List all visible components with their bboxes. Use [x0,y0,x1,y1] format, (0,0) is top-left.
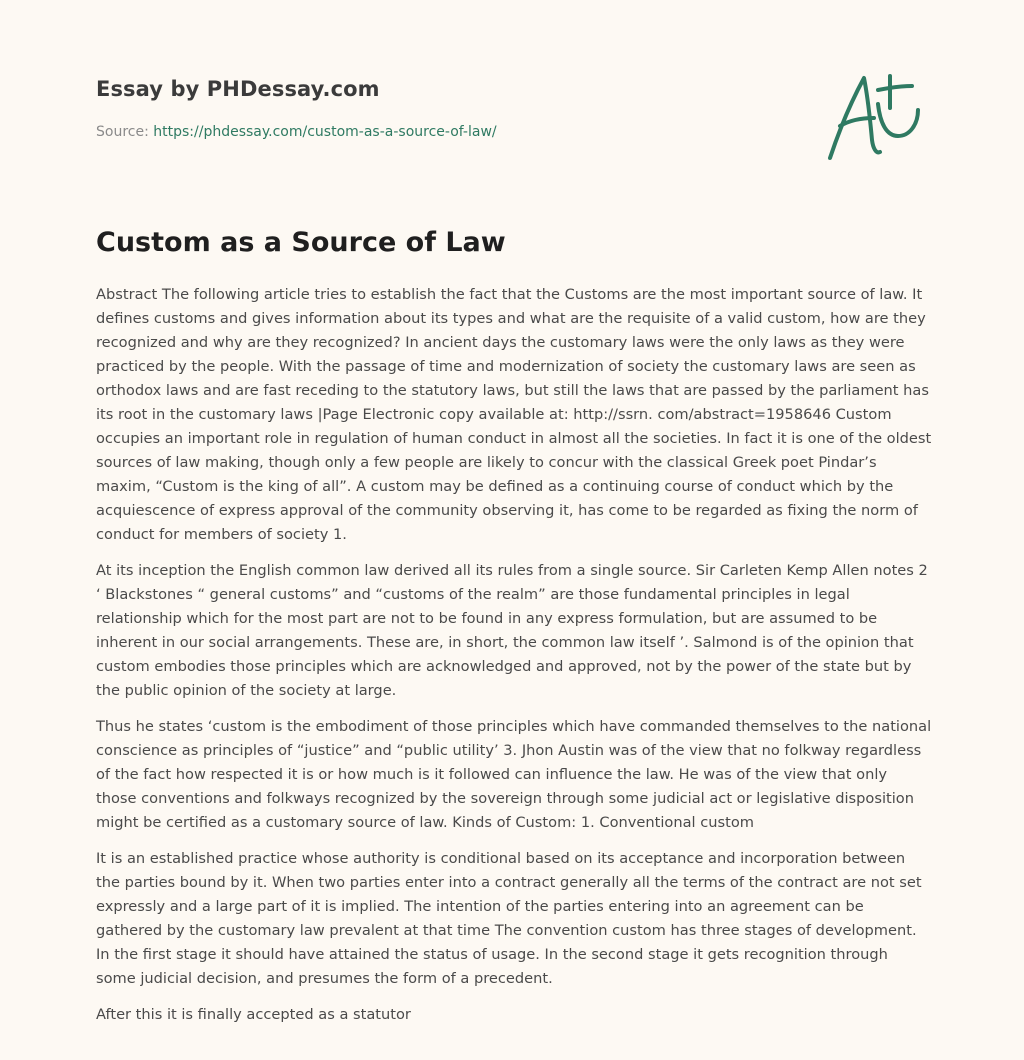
a-plus-logo-icon [826,68,926,164]
essay-paragraph: Thus he states ‘custom is the embodiment of those principles which have commanded themselves to the national conscience as principles of “justice” and “public utility’ 3. Jhon Austin was of the view that no folkway regardless of the fact how respected it is or how much is it followed can influence the law. He was of the view that only those conventions and folkways recognized by the sovereign through some judicial act or legislative disposition might be certified as a customary source of law. Kinds of Custom: 1. Conventional custom [96,718,932,831]
essay-paragraph: After this it is finally accepted as a statutor [96,1006,411,1023]
source-label: Source: [96,124,154,140]
site-brand: Essay by PHDessay.com [96,77,380,101]
source-link[interactable]: https://phdessay.com/custom-as-a-source-of-law/ [153,124,497,140]
essay-paragraph: At its inception the English common law derived all its rules from a single source. Sir Carleten Kemp Allen notes 2 ‘ Blackstones “ general customs” and “customs of the realm” are those fundamental principles in legal relationship which for the most part are not to be found in any express formulation, but are assumed to be inherent in our social arrangements. These are, in short, the common law itself ’. Salmond is of the opinion that custom embodies those principles which are acknowledged and approved, not by the power of the state but by the public opinion of the society at large. [96,562,928,699]
essay-body [96,283,932,1039]
essay-paragraph: It is an established practice whose authority is conditional based on its acceptance and incorporation between the parties bound by it. When two parties enter into a contract generally all the terms of the contract are not set expressly and a large part of it is implied. The intention of the parties entering into an agreement can be gathered by the customary law prevalent at that time The convention custom has three stages of development. In the first stage it should have attained the status of usage. In the second stage it gets recognition through some judicial decision, and presumes the form of a precedent. [96,850,922,987]
essay-paragraph: Abstract The following article tries to establish the fact that the Customs are the most important source of law. It defines customs and gives information about its types and what are the requisite of a valid custom, how are they recognized and why are they recognized? In ancient days the customary laws were the only laws as they were practiced by the people. With the passage of time and modernization of society the customary laws are seen as orthodox laws and are fast receding to the statutory laws, but still the laws that are passed by the parliament has its root in the customary laws |Page Electronic copy available at: http://ssrn. com/abstract=1958646 Custom occupies an important role in regulation of human conduct in almost all the societies. In fact it is one of the oldest sources of law making, though only a few people are likely to concur with the classical Greek poet Pindar’s maxim, “Custom is the king of all”. A custom may be defined as a continuing course of conduct which by the acquiescence of express approval of the community observing it, has come to be regarded as fixing the norm of conduct for members of society 1. [96,286,932,543]
essay-title: Custom as a Source of Law [96,227,506,258]
source-line [96,124,497,140]
